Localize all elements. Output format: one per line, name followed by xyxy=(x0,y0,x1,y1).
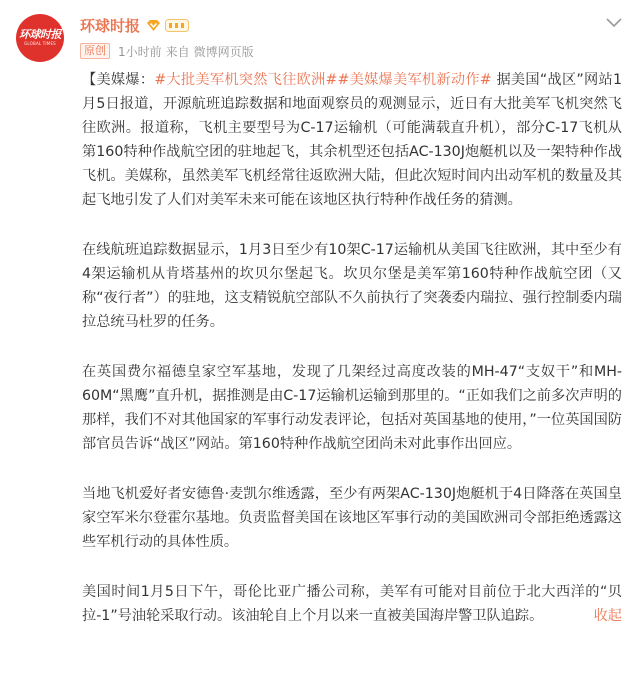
post-time[interactable]: 1小时前 xyxy=(118,44,162,59)
paragraph-4: 当地飞机爱好者安德鲁·麦凯尔维透露，至少有两架AC-130J炮艇机于4日降落在英国皇家空军米尔登霍尔基地。负责监督美国在该地区军事行动的美国欧洲司令部拒绝透露这些军机行动的具体性质。 xyxy=(82,486,622,550)
post-meta xyxy=(80,42,254,60)
paragraph-2: 在线航班追踪数据显示，1月3日至少有10架C-17运输机从美国飞往欧洲，其中至少有4架运输机从肯塔基州的坎贝尔堡起飞。坎贝尔堡是美军第160特种作战航空团（又称“夜行者”）的驻地，这支精锐航空部队不久前执行了突袭委内瑞拉、强行控制委内瑞拉总统马杜罗的任务。 xyxy=(82,242,622,330)
source-prefix: 来自 xyxy=(165,44,190,59)
verified-icon[interactable] xyxy=(146,19,161,32)
chevron-down-icon[interactable] xyxy=(606,18,622,28)
username-link[interactable]: 环球时报 xyxy=(80,16,141,35)
topic-link-2[interactable]: #美媒爆美军机新动作# xyxy=(337,72,492,88)
paragraph-3: 在英国费尔福德皇家空军基地，发现了几架经过高度改装的MH-47“支奴干”和MH-60M“黑鹰”直升机，据推测是由C-17运输机运输到那里的。“正如我们之前多次声明的那样，我们不对其他国家的军事行动发表评论，包括对英国基地的使用，”一位英国国防部官员告诉“战区”网站。第160特种作战航空团尚未对此事作出回应。 xyxy=(82,364,622,452)
headline-prefix: 【美媒爆： xyxy=(82,72,155,88)
paragraph-1 xyxy=(82,68,622,212)
user-line xyxy=(80,14,189,36)
post-content xyxy=(82,68,622,654)
member-level-icon[interactable] xyxy=(165,19,189,32)
original-badge: 原创 xyxy=(80,43,110,59)
avatar-logo-subtext: GLOBAL TIMES xyxy=(24,41,56,46)
paragraph-5-body: 美国时间1月5日下午，哥伦比亚广播公司称，美军有可能对目前位于北大西洋的“贝拉-1”号油轮采取行动。该油轮自上个月以来一直被美国海岸警卫队追踪。 xyxy=(82,584,622,624)
topic-link-1[interactable]: #大批美军机突然飞往欧洲# xyxy=(154,72,338,88)
avatar-logo-text: 环球时报 xyxy=(19,28,61,41)
post-header xyxy=(14,12,624,62)
post-source: 微博网页版 xyxy=(193,44,254,59)
collapse-link[interactable]: 收起 xyxy=(593,608,622,624)
avatar[interactable] xyxy=(16,14,64,62)
paragraph-5 xyxy=(82,580,622,628)
paragraph-1-body: 据美国“战区”网站1月5日报道，开源航班追踪数据和地面观察员的观测显示，近日有大批美军飞机突然飞往欧洲。报道称，飞机主要型号为C-17运输机（可能满载直升机），部分C-17飞机从第160特种作战航空团的驻地起飞，其余机型还包括AC-130J炮艇机以及一架特种作战飞机。美媒称，虽然美军飞机经常往返欧洲大陆，但此次短时间内出动军机的数量及其起飞地引发了人们对美军未来可能在该地区执行特种作战任务的猜测。 xyxy=(82,72,622,208)
